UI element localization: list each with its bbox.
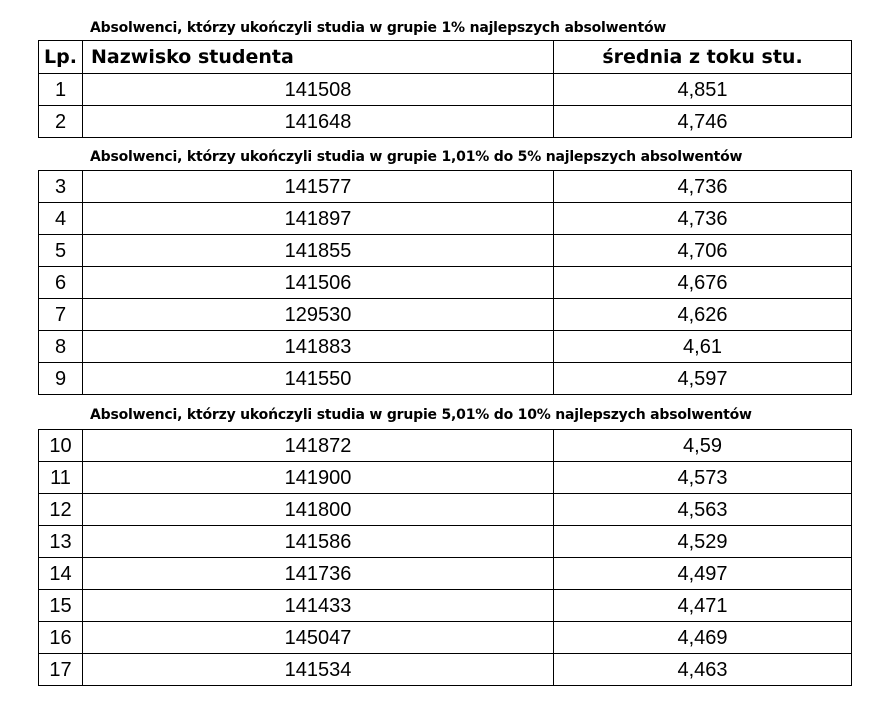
row-lp: 6 [39, 267, 83, 299]
row-student-id: 129530 [83, 299, 554, 331]
table-header-row [39, 41, 852, 74]
table-row [39, 331, 852, 363]
group-3-table [38, 429, 852, 686]
table-row [39, 299, 852, 331]
row-lp: 9 [39, 363, 83, 395]
row-average: 4,563 [554, 494, 852, 526]
row-lp: 15 [39, 590, 83, 622]
row-lp: 12 [39, 494, 83, 526]
row-student-id: 141897 [83, 203, 554, 235]
row-lp: 8 [39, 331, 83, 363]
row-average: 4,736 [554, 203, 852, 235]
row-lp: 7 [39, 299, 83, 331]
header-name: Nazwisko studenta [83, 41, 554, 74]
table-row [39, 654, 852, 686]
row-average: 4,626 [554, 299, 852, 331]
row-lp: 17 [39, 654, 83, 686]
table-row [39, 590, 852, 622]
row-student-id: 141800 [83, 494, 554, 526]
row-average: 4,706 [554, 235, 852, 267]
row-lp: 2 [39, 106, 83, 138]
table-row [39, 558, 852, 590]
row-lp: 16 [39, 622, 83, 654]
table-row [39, 74, 852, 106]
row-lp: 3 [39, 171, 83, 203]
table-row [39, 622, 852, 654]
row-lp: 1 [39, 74, 83, 106]
group-1-table [38, 40, 852, 138]
table-row [39, 494, 852, 526]
row-average: 4,736 [554, 171, 852, 203]
table-row [39, 363, 852, 395]
row-lp: 4 [39, 203, 83, 235]
group-3-caption: Absolwenci, którzy ukończyli studia w grupie 5,01% do 10% najlepszych absolwentów [90, 407, 752, 423]
row-student-id: 141855 [83, 235, 554, 267]
table-row [39, 171, 852, 203]
group-2-table [38, 170, 852, 395]
row-student-id: 141900 [83, 462, 554, 494]
row-average: 4,573 [554, 462, 852, 494]
table-row [39, 106, 852, 138]
table-row [39, 526, 852, 558]
row-lp: 14 [39, 558, 83, 590]
group-1-caption: Absolwenci, którzy ukończyli studia w grupie 1% najlepszych absolwentów [90, 20, 667, 36]
table-row [39, 462, 852, 494]
row-student-id: 141586 [83, 526, 554, 558]
row-student-id: 141736 [83, 558, 554, 590]
row-student-id: 141648 [83, 106, 554, 138]
row-lp: 10 [39, 430, 83, 462]
table-row [39, 203, 852, 235]
row-average: 4,676 [554, 267, 852, 299]
row-student-id: 141550 [83, 363, 554, 395]
row-average: 4,59 [554, 430, 852, 462]
row-average: 4,61 [554, 331, 852, 363]
row-student-id: 141506 [83, 267, 554, 299]
table-row [39, 430, 852, 462]
row-average: 4,497 [554, 558, 852, 590]
group-2-caption: Absolwenci, którzy ukończyli studia w grupie 1,01% do 5% najlepszych absolwentów [90, 149, 743, 165]
row-average: 4,471 [554, 590, 852, 622]
row-average: 4,746 [554, 106, 852, 138]
row-average: 4,463 [554, 654, 852, 686]
header-avg: średnia z toku stu. [554, 41, 852, 74]
row-student-id: 141508 [83, 74, 554, 106]
row-average: 4,597 [554, 363, 852, 395]
row-student-id: 141433 [83, 590, 554, 622]
row-average: 4,529 [554, 526, 852, 558]
row-student-id: 141577 [83, 171, 554, 203]
row-average: 4,851 [554, 74, 852, 106]
header-lp: Lp. [39, 41, 83, 74]
row-lp: 5 [39, 235, 83, 267]
row-average: 4,469 [554, 622, 852, 654]
row-lp: 11 [39, 462, 83, 494]
row-student-id: 145047 [83, 622, 554, 654]
table-row [39, 235, 852, 267]
row-student-id: 141883 [83, 331, 554, 363]
row-lp: 13 [39, 526, 83, 558]
row-student-id: 141872 [83, 430, 554, 462]
table-row [39, 267, 852, 299]
row-student-id: 141534 [83, 654, 554, 686]
